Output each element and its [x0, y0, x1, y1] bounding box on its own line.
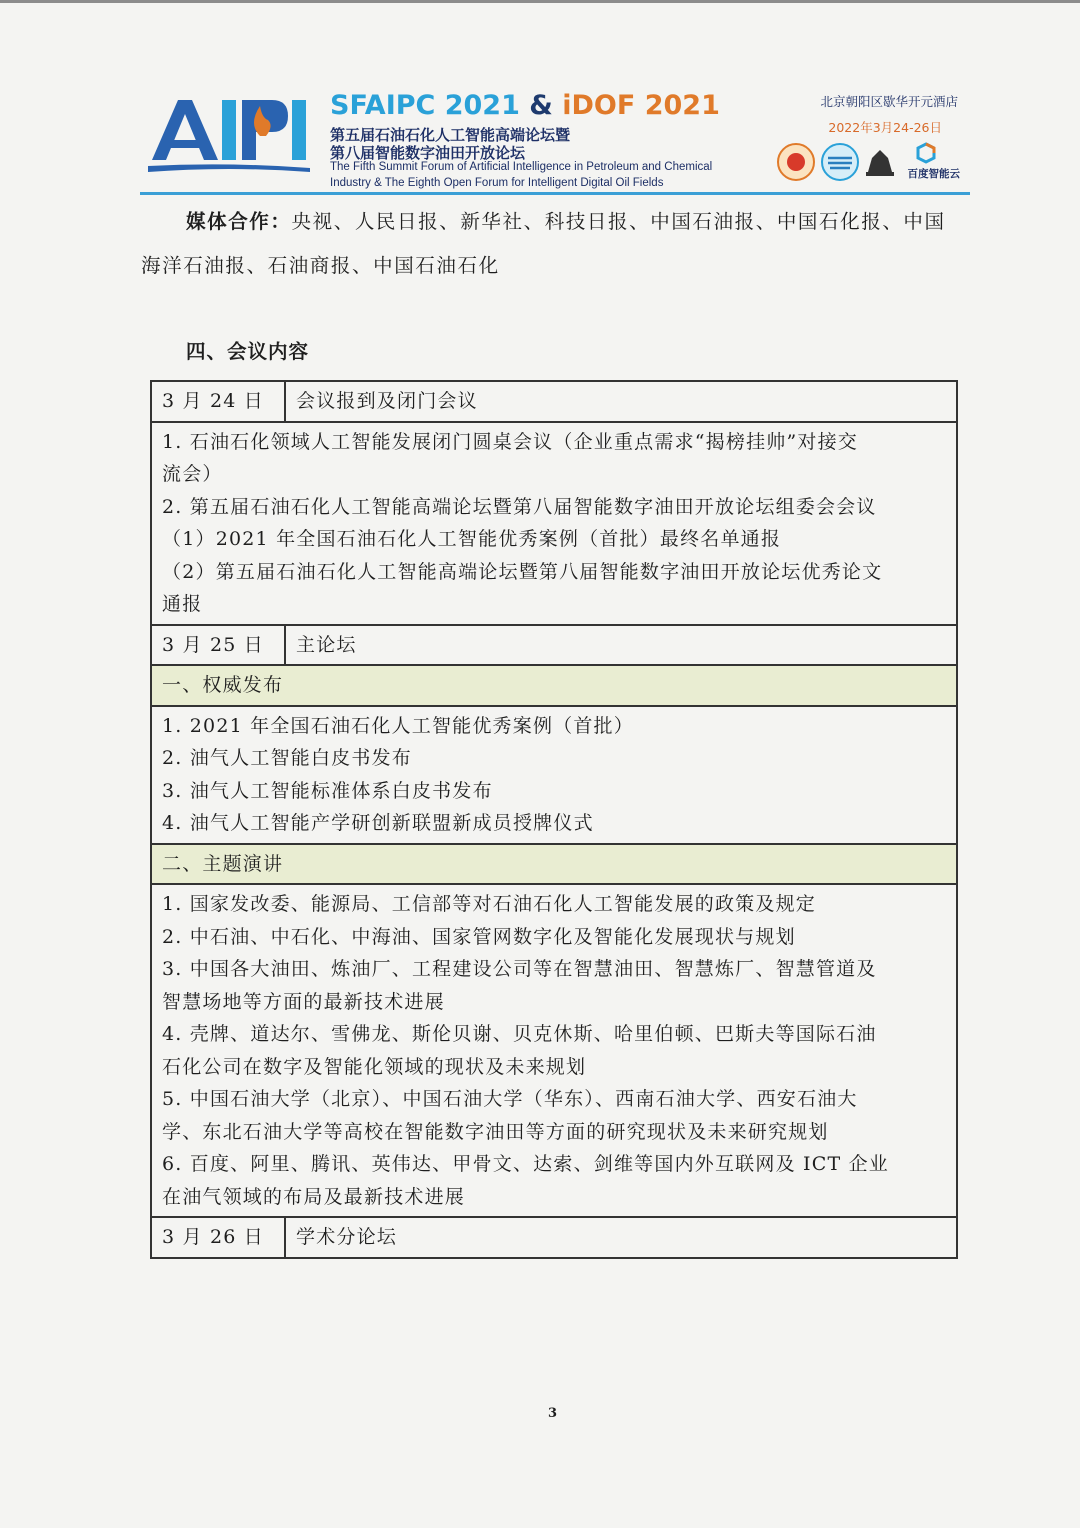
list-item: （1）2021 年全国石油石化人工智能优秀案例（首批）最终名单通报	[162, 528, 782, 550]
list-item: 1. 国家发改委、能源局、工信部等对石油石化人工智能发展的政策及规定	[162, 893, 816, 915]
list-item: 2. 中石油、中石化、中海油、国家管网数字化及智能化发展现状与规划	[162, 925, 796, 948]
day1-title: 会议报到及闭门会议	[285, 381, 957, 422]
page-number: 3	[548, 1406, 558, 1421]
letterhead	[140, 88, 970, 196]
section-title: 四、会议内容	[186, 340, 310, 363]
list-item: 3. 油气人工智能标准体系白皮书发布	[162, 779, 493, 802]
sub2-heading: 二、主题演讲	[151, 844, 957, 885]
aipi-logo-icon	[148, 96, 310, 176]
day2-date: 3 月 25 日	[151, 625, 285, 666]
baidu-cloud-logo-icon	[918, 144, 934, 162]
day1-items	[151, 422, 957, 625]
list-item: 在油气领域的布局及最新技术进展	[162, 1185, 466, 1208]
list-item: 2. 油气人工智能白皮书发布	[162, 747, 412, 769]
day2-title: 主论坛	[285, 625, 957, 666]
scan-top-edge	[0, 0, 1080, 3]
sinopec-logo-icon	[822, 144, 858, 180]
table-row	[151, 422, 957, 625]
baidu-cloud-label: 百度智能云	[907, 168, 960, 180]
table-row	[151, 844, 957, 885]
forum-title: SFAIPC 2021 & iDOF 2021	[330, 90, 720, 121]
list-item: 石化公司在数字及智能化领域的现状及未来规划	[162, 1055, 587, 1078]
list-item: 通报	[162, 593, 203, 615]
table-row	[151, 625, 957, 666]
building-logo-icon	[866, 150, 894, 176]
media-line-2: 海洋石油报、石油商报、中国石油石化	[141, 254, 500, 277]
list-item: 智慧场地等方面的最新技术进展	[162, 990, 445, 1013]
list-item: 3. 中国各大油田、炼油厂、工程建设公司等在智慧油田、智慧炼厂、智慧管道及	[162, 958, 877, 980]
list-item: 6. 百度、阿里、腾讯、英伟达、甲骨文、达索、剑维等国内外互联网及 ICT 企业	[162, 1153, 889, 1175]
forum-english-title-1: The Fifth Summit Forum of Artificial Intelligence in Petroleum and Chemical	[330, 161, 713, 173]
table-row	[151, 884, 957, 1217]
header-rule	[140, 192, 970, 195]
day3-date: 3 月 26 日	[151, 1217, 285, 1258]
table-row	[151, 1217, 957, 1258]
list-item: 学、东北石油大学等高校在智能数字油田等方面的研究现状及未来研究规划	[162, 1120, 829, 1143]
agenda-table	[150, 380, 958, 1259]
forum-english-title-2: Industry & The Eighth Open Forum for Intelligent Digital Oil Fields	[330, 177, 664, 189]
list-item: 4. 壳牌、道达尔、雪佛龙、斯伦贝谢、贝克休斯、哈里伯顿、巴斯夫等国际石油	[162, 1023, 877, 1045]
cnpc-logo-icon	[778, 144, 814, 180]
sub1-items	[151, 706, 957, 844]
sub2-items	[151, 884, 957, 1217]
table-row	[151, 706, 957, 844]
event-date: 2022年3月24-26日	[828, 120, 942, 135]
list-item: 2. 第五届石油石化人工智能高端论坛暨第八届智能数字油田开放论坛组委会会议	[162, 495, 877, 518]
day1-date: 3 月 24 日	[151, 381, 285, 422]
media-line-1: 媒体合作：央视、人民日报、新华社、科技日报、中国石油报、中国石化报、中国	[186, 210, 946, 233]
table-row	[151, 665, 957, 706]
forum-chinese-title-2: 第八届智能数字油田开放论坛	[330, 144, 526, 162]
forum-chinese-title-1: 第五届石油石化人工智能高端论坛暨	[330, 126, 571, 144]
day3-title: 学术分论坛	[285, 1217, 957, 1258]
table-row	[151, 381, 957, 422]
list-item: （2）第五届石油石化人工智能高端论坛暨第八届智能数字油田开放论坛优秀论文	[162, 560, 883, 583]
venue: 北京朝阳区歇华开元酒店	[820, 94, 958, 109]
sub1-heading: 一、权威发布	[151, 665, 957, 706]
list-item: 5. 中国石油大学（北京）、中国石油大学（华东）、西南石油大学、西安石油大	[162, 1088, 858, 1110]
list-item: 1. 石油石化领域人工智能发展闭门圆桌会议（企业重点需求“揭榜挂帅”对接交	[162, 430, 858, 453]
list-item: 1. 2021 年全国石油石化人工智能优秀案例（首批）	[162, 714, 634, 737]
list-item: 4. 油气人工智能产学研创新联盟新成员授牌仪式	[162, 812, 594, 834]
list-item: 流会）	[162, 463, 223, 485]
